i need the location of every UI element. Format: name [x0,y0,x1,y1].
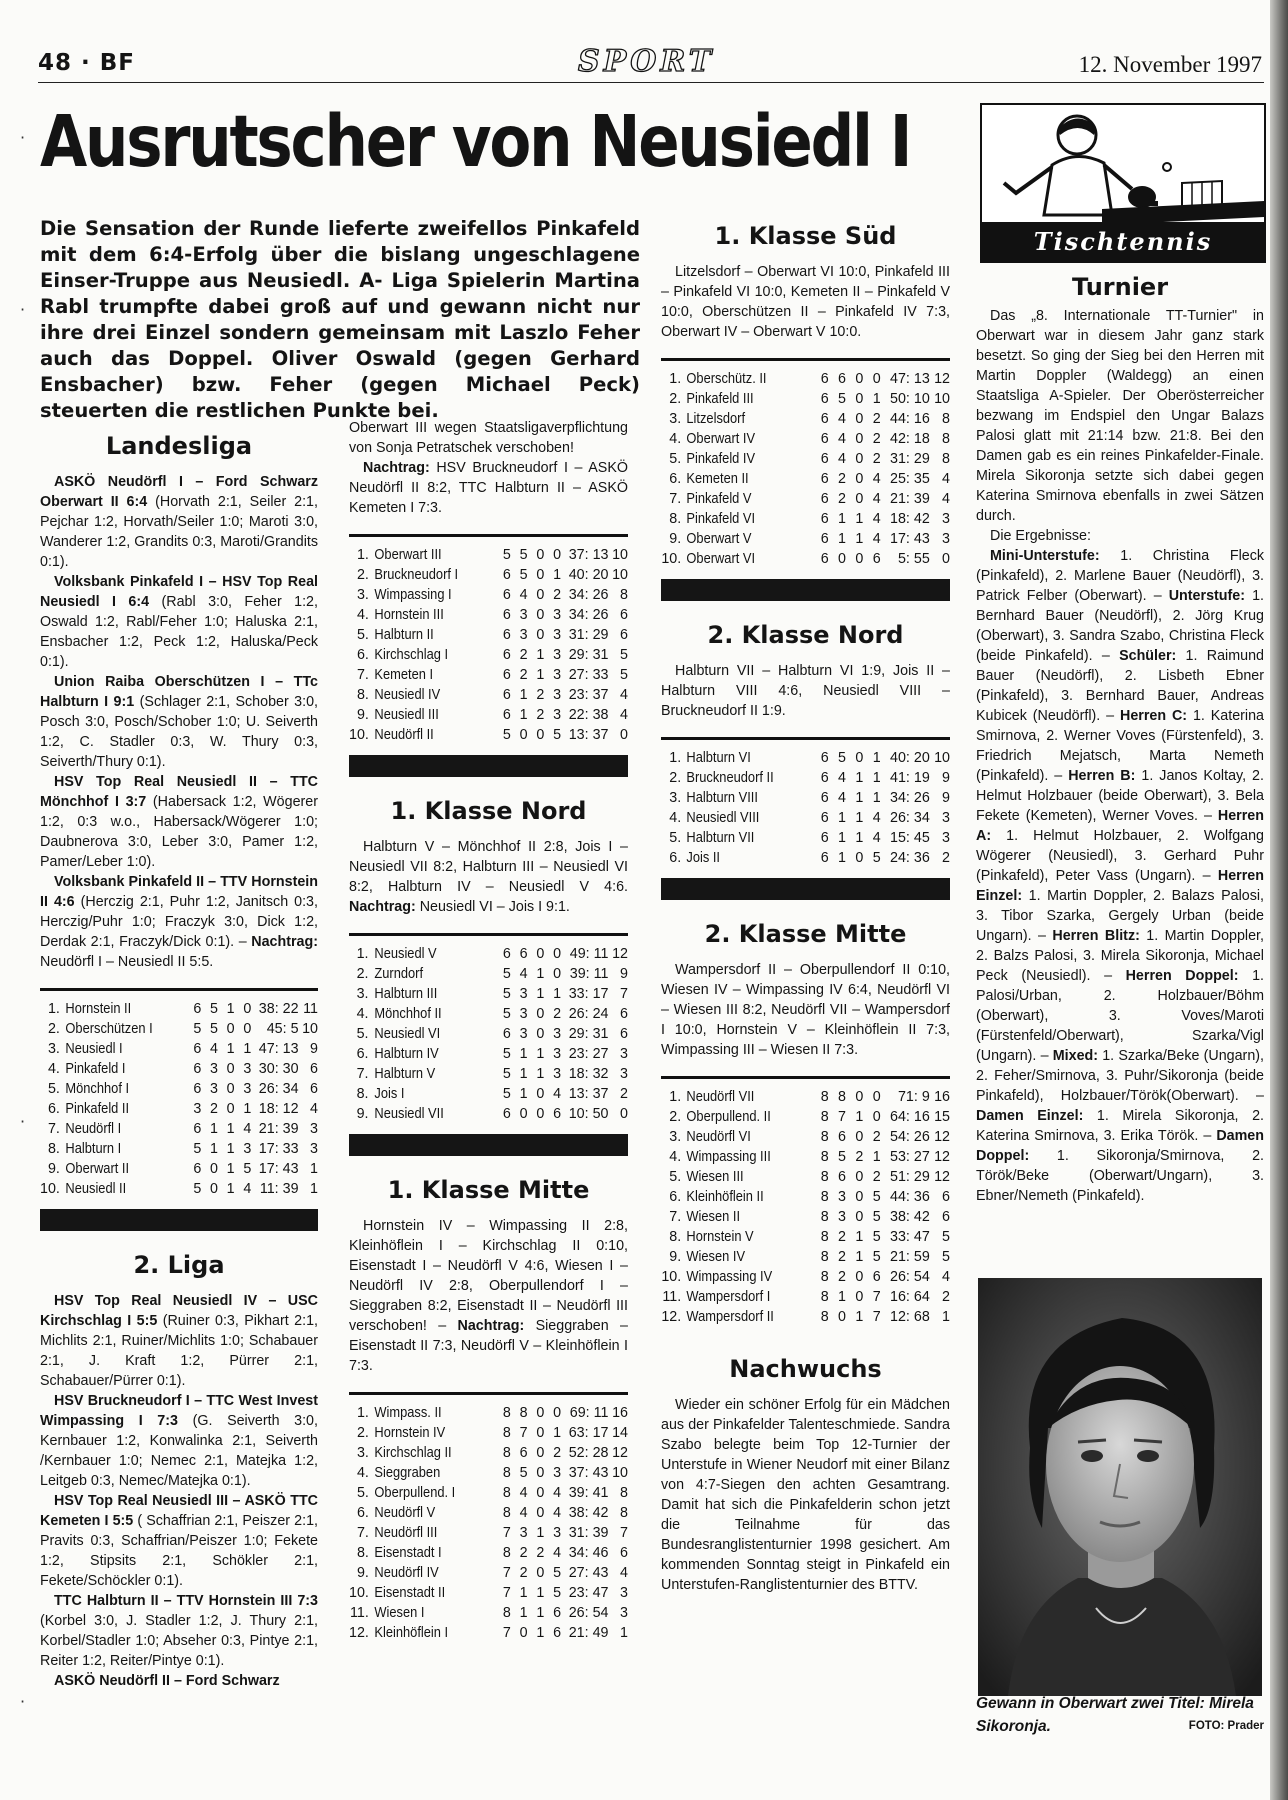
standings-row: 1. Hornstein II 6 5 1 0 38: 22 11 [47,1001,318,1017]
standings-row: 5. Oberpullend. I 8 4 0 4 39: 41 8 [356,1485,628,1501]
standings-row: 6. Kirchschlag I 6 2 1 3 29: 31 5 [356,647,628,663]
results-1-klasse-sued: Litzelsdorf – Oberwart VI 10:0, Pinkafeld III – Pinkafeld VI 10:0, Kemeten II – Pinkafeld V 10:0, Oberschützen II – Pinkafeld IV 7:3, Oberwart IV – Oberwart V 10:0. [661,264,950,340]
heading-2-klasse-mitte: 2. Klasse Mitte [704,920,907,948]
standings-table [349,1403,628,1643]
standings-row: 8. Eisenstadt I 8 2 2 4 34: 46 6 [356,1545,628,1561]
standings-row: 4. Wimpassing III 8 5 2 1 53: 27 12 [669,1149,950,1165]
match-report: ASKÖ Neudörfl I – Ford Schwarz Oberwart II 6:4 (Horvath 2:1, Seiler 2:1, Pejchar 1:2, Horvath/Seiler 1:0; Maroti 3:0, Wanderer 1:2, Grandits 0:3, Maroti/Grandits 0:1). [40,474,318,570]
standings-row: 9. Neusiedl III 6 1 2 3 22: 38 4 [356,707,628,723]
standings-row: 4. Pinkafeld I 6 3 0 3 30: 30 6 [47,1061,318,1077]
standings-row: 6. Kemeten II 6 2 0 4 25: 35 4 [669,471,950,487]
standings-row: 8. Pinkafeld VI 6 1 1 4 18: 42 3 [669,511,950,527]
liga2-continued: Oberwart III wegen Staatsligaverpflichtung von Sonja Petratschek verschoben! [349,420,628,456]
standings-row: 7. Neudörfl III 7 3 1 3 31: 39 7 [356,1525,628,1541]
margin-mark: · [20,1112,26,1131]
standings-row: 2. Zurndorf 5 4 1 0 39: 11 9 [356,966,628,982]
standings-row: 3. Halbturn VIII 6 4 1 1 34: 26 9 [669,790,950,806]
standings-row: 12. Kleinhöflein I 7 0 1 6 21: 49 1 [349,1625,628,1641]
results-2-klasse-nord: Halbturn VII – Halbturn VI 1:9, Jois II – Halbturn VIII 4:6, Neusiedl VIII – Bruckneudorf II 1:9. [661,663,950,719]
standings-table [661,748,950,868]
standings-2-liga [349,534,628,745]
page-number: 48 · BF [38,50,136,76]
margin-mark: · [20,300,26,319]
liga2-results [40,1291,318,1691]
section-divider-bar [349,755,628,777]
standings-1-klasse-sued [661,358,950,569]
margin-mark: · [20,128,26,147]
standings-1-klasse-nord [349,933,628,1124]
standings-row: 6. Jois II 6 1 0 5 24: 36 2 [669,850,950,866]
section-divider-bar [40,1209,318,1231]
standings-row: 8. Jois I 5 1 0 4 13: 37 2 [356,1086,628,1102]
standings-row: 9. Wiesen IV 8 2 1 5 21: 59 5 [669,1249,950,1265]
standings-row: 6. Kleinhöflein II 8 3 0 5 44: 36 6 [669,1189,950,1205]
standings-row: 8. Neusiedl IV 6 1 2 3 23: 37 4 [356,687,628,703]
standings-row: 1. Neusiedl V 6 6 0 0 49: 11 12 [356,946,628,962]
standings-row: 10. Neudörfl II 5 0 0 5 13: 37 0 [349,727,628,743]
section-divider-bar [661,878,950,900]
standings-row: 1. Wimpass. II 8 8 0 0 69: 11 16 [356,1405,628,1421]
match-report: Volksbank Pinkafeld I – HSV Top Real Neusiedl I 6:4 (Rabl 3:0, Feher 1:2, Oswald 1:2, Rabl/Feher 1:0; Haluska 2:1, Ensbacher 1:2, Peck 1:2, Haluska/Peck 0:1). [40,574,318,670]
standings-row: 8. Halbturn I 5 1 1 3 17: 33 3 [47,1141,318,1157]
results-2-klasse-mitte: Wampersdorf II – Oberpullendorf II 0:10, Wiesen IV – Wimpassing IV 6:4, Neudörfl VI – Wiesen III 8:2, Neudörfl VII – Wampersdorf I 10:0, Hornstein V – Kleinhöflein II 7:3, Wimpassing III – Wiesen II 7:3. [661,962,950,1058]
heading-1-klasse-nord: 1. Klasse Nord [390,797,587,825]
standings-row: 11. Wampersdorf I 8 1 0 7 16: 64 2 [662,1289,950,1305]
standings-row: 1. Oberschütz. II 6 6 0 0 47: 13 12 [669,371,950,387]
turnier-intro: Das „8. Internationale TT-Turnier" in Oberwart war in diesem Jahr ganz stark besetzt. So ging der Sieg bei den Herren mit Martin Doppler (Waldegg) an einen Staatsliga A-Spieler. Der Oberösterreicher bezwang im Endspiel den Ungar Balazs Palosi glatt mit 21:14 bzw. 21:8. Bei den Damen gab es ein reines Pinkafelder-Finale. Mirela Sikoronja setzte sich dabei gegen Katerina Smirnova ebenfalls in zwei Sätzen durch. [976,308,1264,524]
standings-row: 4. Hornstein III 6 3 0 3 34: 26 6 [356,607,628,623]
match-report: HSV Top Real Neusiedl II – TTC Mönchhof I 3:7 (Habersack 1:2, Wögerer 1:2, 0:3 w.o., Habersack/Wögerer 1:0; Daubnerova 3:0, Leber 3:0, Pamer 1:2, Pamer/Leber 1:0). [40,774,318,870]
standings-2-klasse-mitte [661,1076,950,1327]
headline: Ausrutscher von Neusiedl I [40,100,911,183]
standings-row: 1. Neudörfl VII 8 8 0 0 71: 9 16 [669,1089,950,1105]
standings-row: 1. Halbturn VI 6 5 0 1 40: 20 10 [669,750,950,766]
standings-row: 7. Kemeten I 6 2 1 3 27: 33 5 [356,667,628,683]
standings-table [661,1087,950,1327]
standings-row: 2. Bruckneudorf I 6 5 0 1 40: 20 10 [356,567,628,583]
heading-1-klasse-sued: 1. Klasse Süd [714,222,897,250]
column-turnier [976,306,1264,1206]
heading-nachwuchs: Nachwuchs [729,1355,882,1383]
column-3 [661,216,950,1595]
section-badge-tischtennis: Tischtennis [980,222,1266,261]
standings-row: 6. Neudörfl V 8 4 0 4 38: 42 8 [356,1505,628,1521]
match-report: Volksbank Pinkafeld II – TTV Hornstein II 4:6 (Herczig 2:1, Puhr 1:2, Janitsch 0:3, Herczig/Puhr 1:0; Fraczyk 3:0, Dick 1:2, Derdak 2:1, Fraczyk/Dick 0:1). – Nachtrag: Neudörfl I – Neusiedl II 5:5. [40,874,318,970]
section-divider-bar [661,579,950,601]
standings-row: 7. Neudörfl I 6 1 1 4 21: 39 3 [47,1121,318,1137]
match-report: Union Raiba Oberschützen I – TTc Halbturn I 9:1 (Schlager 2:1, Schober 3:0, Posch 3:0, Posch/Schober 1:0; U. Seiverth 1:2, C. Stadler 0:3, W. Thury 0:3, Seiverth/Thury 0:1). [40,674,318,770]
portrait-photo [978,1278,1262,1696]
standings-row: 5. Halbturn VII 6 1 1 4 15: 45 3 [669,830,950,846]
standings-row: 4. Sieggraben 8 5 0 3 37: 43 10 [356,1465,628,1481]
standings-table [40,999,318,1199]
standings-row: 12. Wampersdorf II 8 0 1 7 12: 68 1 [661,1309,950,1325]
portrait-photo-image [978,1278,1262,1696]
standings-row: 5. Pinkafeld IV 6 4 0 2 31: 29 8 [669,451,950,467]
standings-row: 9. Neusiedl VII 6 0 0 6 10: 50 0 [356,1106,628,1122]
standings-row: 1. Oberwart III 5 5 0 0 37: 13 10 [356,547,628,563]
standings-row: 10. Neusiedl II 5 0 1 4 11: 39 1 [40,1181,318,1197]
header-rule [38,82,1264,83]
section-title: SPORT [578,44,716,79]
section-divider-bar [349,1134,628,1156]
standings-table [349,545,628,745]
liga2-nachtrag: Nachtrag: HSV Bruckneudorf I – ASKÖ Neudörfl II 8:2, TTC Halbturn II – ASKÖ Kemeten I 7:3. [349,460,628,516]
margin-mark: · [20,1692,26,1711]
standings-row: 2. Oberpullend. II 8 7 1 0 64: 16 15 [669,1109,950,1125]
standings-row: 7. Pinkafeld V 6 2 0 4 21: 39 4 [669,491,950,507]
landesliga-results [40,472,318,972]
match-report: HSV Top Real Neusiedl IV – USC Kirchschlag I 5:5 (Ruiner 0:3, Pikhart 2:1, Michlits 2:1, Ruiner/Michlits 1:0; Schabauer 2:1, J. Kraft 1:2, Pürrer 2:1, Schabauer/Pürrer 0:1). [40,1293,318,1389]
standings-row: 5. Neusiedl VI 6 3 0 3 29: 31 6 [356,1026,628,1042]
standings-table [661,369,950,569]
standings-row: 7. Halbturn V 5 1 1 3 18: 32 3 [356,1066,628,1082]
heading-2-klasse-nord: 2. Klasse Nord [707,621,904,649]
lead-paragraph: Die Sensation der Runde lieferte zweifellos Pinkafeld mit dem 6:4-Erfolg über die bislang ungeschlagene Einser-Truppe aus Neusiedl. A- Liga Spielerin Martina Rabl trumpfte dabei groß auf und gewann nicht nur ihre drei Einzel sondern gemeinsam mit Laszlo Feher auch das Doppel. Oliver Oswald (gegen Gerhard Ensbacher) bzw. Feher (gegen Michael Peck) steuerten die restlichen Punkte bei. [40,217,640,422]
results-intro: Die Ergebnisse: [990,528,1091,544]
page-edge-shadow [1270,0,1288,1800]
match-report: TTC Halbturn II – TTV Hornstein III 7:3 (Korbel 3:0, J. Stadler 1:2, J. Thury 2:1, Korbel/Stadler 1:0; Abseher 0:3, Pintye 2:1, Reiter 1:2, Reiter/Pintye 0:1). [40,1593,318,1669]
standings-row: 3. Neusiedl I 6 4 1 1 47: 13 9 [47,1041,318,1057]
standings-row: 3. Halbturn III 5 3 1 1 33: 17 7 [356,986,628,1002]
standings-row: 2. Oberschützen I 5 5 0 0 45: 5 10 [47,1021,318,1037]
photo-caption: Gewann in Oberwart zwei Titel: Mirela Sikoronja. FOTO: Prader [976,1692,1264,1738]
standings-row: 3. Wimpassing I 6 4 0 2 34: 26 8 [356,587,628,603]
table-tennis-player-icon [982,105,1264,225]
standings-2-klasse-nord [661,737,950,868]
standings-row: 9. Neudörfl IV 7 2 0 5 27: 43 4 [356,1565,628,1581]
results-1-klasse-nord: Halbturn V – Mönchhof II 2:8, Jois I – Neusiedl VII 8:2, Halbturn III – Neusiedl VI 8:2, Halbturn IV – Neusiedl V 4:6. Nachtrag: Neusiedl VI – Jois I 9:1. [349,839,628,915]
standings-row: 4. Oberwart IV 6 4 0 2 42: 18 8 [669,431,950,447]
match-report: ASKÖ Neudörfl II – Ford Schwarz [54,1673,280,1689]
heading-2-liga: 2. Liga [133,1251,225,1279]
standings-1-klasse-mitte [349,1392,628,1643]
standings-row: 10. Oberwart VI 6 0 0 6 5: 55 0 [661,551,950,567]
standings-row: 2. Pinkafeld III 6 5 0 1 50: 10 10 [669,391,950,407]
standings-row: 10. Eisenstadt II 7 1 1 5 23: 47 3 [349,1585,628,1601]
turnier-results: Mini-Unterstufe: 1. Christina Fleck (Pinkafeld), 2. Marlene Bauer (Neudörfl), 3. Patrick Felber (Oberwart). – Unterstufe: 1. Bernhard Bauer (Neudörfl), 2. Jörg Krug (Oberwart), 3. Sandra Szabo, Christina Fleck (beide Pinkafeld). – Schüler: 1. Raimund Bauer (Neudörfl), 2. Lisbeth Ebner (Pinkafeld), 3. Bernhard Bauer, Andreas Kubicek (Neudörfl). – Herren C: 1. Katerina Smirnova, 2. Werner Voves (Fürstenfeld), 3. Friedrich Mejatsch, Marta Nemeth (Pinkafeld). – Herren B: 1. Janos Koltay, 2. Helmut Holzbauer (beide Oberwart), 3. Bela Fekete (Kemeten), Werner Voves. – Herren A: 1. Helmut Holzbauer, 2. Wolfgang Wögerer (Neusiedl), 3. Gerhard Puhr (Pinkafeld), Peter Vass (Ungarn). – Herren Einzel: 1. Martin Doppler, 2. Balazs Palosi, 3. Tibor Szarka, Gergely Urban (beide Ungarn). – Herren Blitz: 1. Martin Doppler, 2. Balzs Palosi, 3. Mirela Sikoronja, Michael Peck (Neusiedl). – Herren Doppel: 1. Palosi/Urban, 2. Holzbauer/Böhm (Oberwart), 3. Voves/Maroti (Fürstenfeld/Oberwart), Szarka/Vigl (Ungarn). – Mixed: 1. Szarka/Beke (Ungarn), 2. Feher/Smirnova, 3. Puhr/Sikoronja (beide Pinkafeld), Holzbauer/Török(Oberwart). – Damen Einzel: 1. Mirela Sikoronja, 2. Katerina Smirnova, 3. Erika Török. – Damen Doppel: 1. Sikoronja/Smirnova, 2. Török/Beke (Oberwart/Ungarn), 3. Ebner/Nemeth (Pinkafeld). [976,548,1265,1204]
standings-row: 10. Wimpassing IV 8 2 0 6 26: 54 4 [661,1269,950,1285]
standings-row: 5. Wiesen III 8 6 0 2 51: 29 12 [669,1169,950,1185]
standings-row: 8. Hornstein V 8 2 1 5 33: 47 5 [669,1229,950,1245]
standings-row: 7. Wiesen II 8 3 0 5 38: 42 6 [669,1209,950,1225]
column-2 [349,418,628,1649]
issue-date: 12. November 1997 [1078,52,1262,77]
column-landesliga [40,432,318,1691]
standings-row: 11. Wiesen I 8 1 1 6 26: 54 3 [350,1605,628,1621]
standings-row: 6. Halbturn IV 5 1 1 3 23: 27 3 [356,1046,628,1062]
standings-row: 9. Oberwart II 6 0 1 5 17: 43 1 [47,1161,318,1177]
standings-table [349,944,628,1124]
nachwuchs-article: Wieder ein schöner Erfolg für ein Mädchen aus der Pinkafelder Talenteschmiede. Sandra Szabo belegte beim Top 12-Turnier der Unterstufe in Wiener Neudorf mit einer Bilanz von 4:7-Siegen den achten Gesamtrang. Damit hat sich die Pinkafelderin schon jetzt die Teilnahme für das Bundesranglistenturnier 1998 gesichert. Am kommenden Sonntag steigt in Pinkafeld ein Unterstufen-Ranglistenturnier des BTTV. [661,1397,950,1593]
standings-row: 2. Bruckneudorf II 6 4 1 1 41: 19 9 [669,770,950,786]
standings-row: 4. Mönchhof II 5 3 0 2 26: 24 6 [356,1006,628,1022]
standings-row: 6. Pinkafeld II 3 2 0 1 18: 12 4 [47,1101,318,1117]
standings-row: 2. Hornstein IV 8 7 0 1 63: 17 14 [356,1425,628,1441]
standings-landesliga [40,988,318,1199]
heading-landesliga: Landesliga [105,432,253,460]
heading-1-klasse-mitte: 1. Klasse Mitte [387,1176,590,1204]
results-1-klasse-mitte: Hornstein IV – Wimpassing II 2:8, Kleinhöflein I – Kirchschlag II 0:10, Eisenstadt I – Neudörfl V 4:6, Wiesen I – Neudörfl IV 2:8, Oberpullendorf I – Sieggraben 8:2, Eisenstadt II – Neudörfl III verschoben! – Nachtrag: Sieggraben – Eisenstadt II 7:3, Neudörfl V – Kleinhöflein I 7:3. [349,1218,628,1374]
standings-row: 5. Halbturn II 6 3 0 3 31: 29 6 [356,627,628,643]
photo-credit: FOTO: Prader [1188,1720,1264,1732]
match-report: HSV Bruckneudorf I – TTC West Invest Wimpassing I 7:3 (G. Seiverth 3:0, Kernbauer 1:2, Konwalinka 2:1, Seiverth /Kernbauer 1:0; Nemec 2:1, Matejka 1:2, Leitgeb 0:3, Nemec/Matejka 0:1). [40,1393,318,1489]
standings-row: 4. Neusiedl VIII 6 1 1 4 26: 34 3 [669,810,950,826]
standings-row: 5. Mönchhof I 6 3 0 3 26: 34 6 [47,1081,318,1097]
standings-row: 3. Kirchschlag II 8 6 0 2 52: 28 12 [356,1445,628,1461]
standings-row: 9. Oberwart V 6 1 1 4 17: 43 3 [669,531,950,547]
heading-turnier: Turnier [1071,273,1169,301]
standings-row: 3. Neudörfl VI 8 6 0 2 54: 26 12 [669,1129,950,1145]
standings-row: 3. Litzelsdorf 6 4 0 2 44: 16 8 [669,411,950,427]
match-report: HSV Top Real Neusiedl III – ASKÖ TTC Kemeten I 5:5 ( Schaffrian 2:1, Peiszer 2:1, Pravits 0:3, Schaffrian/Peiszer 1:0; Fekete 1:2, Stipsits 2:1, Schökler 2:1, Fekete/Schöckler 0:1). [40,1493,318,1589]
